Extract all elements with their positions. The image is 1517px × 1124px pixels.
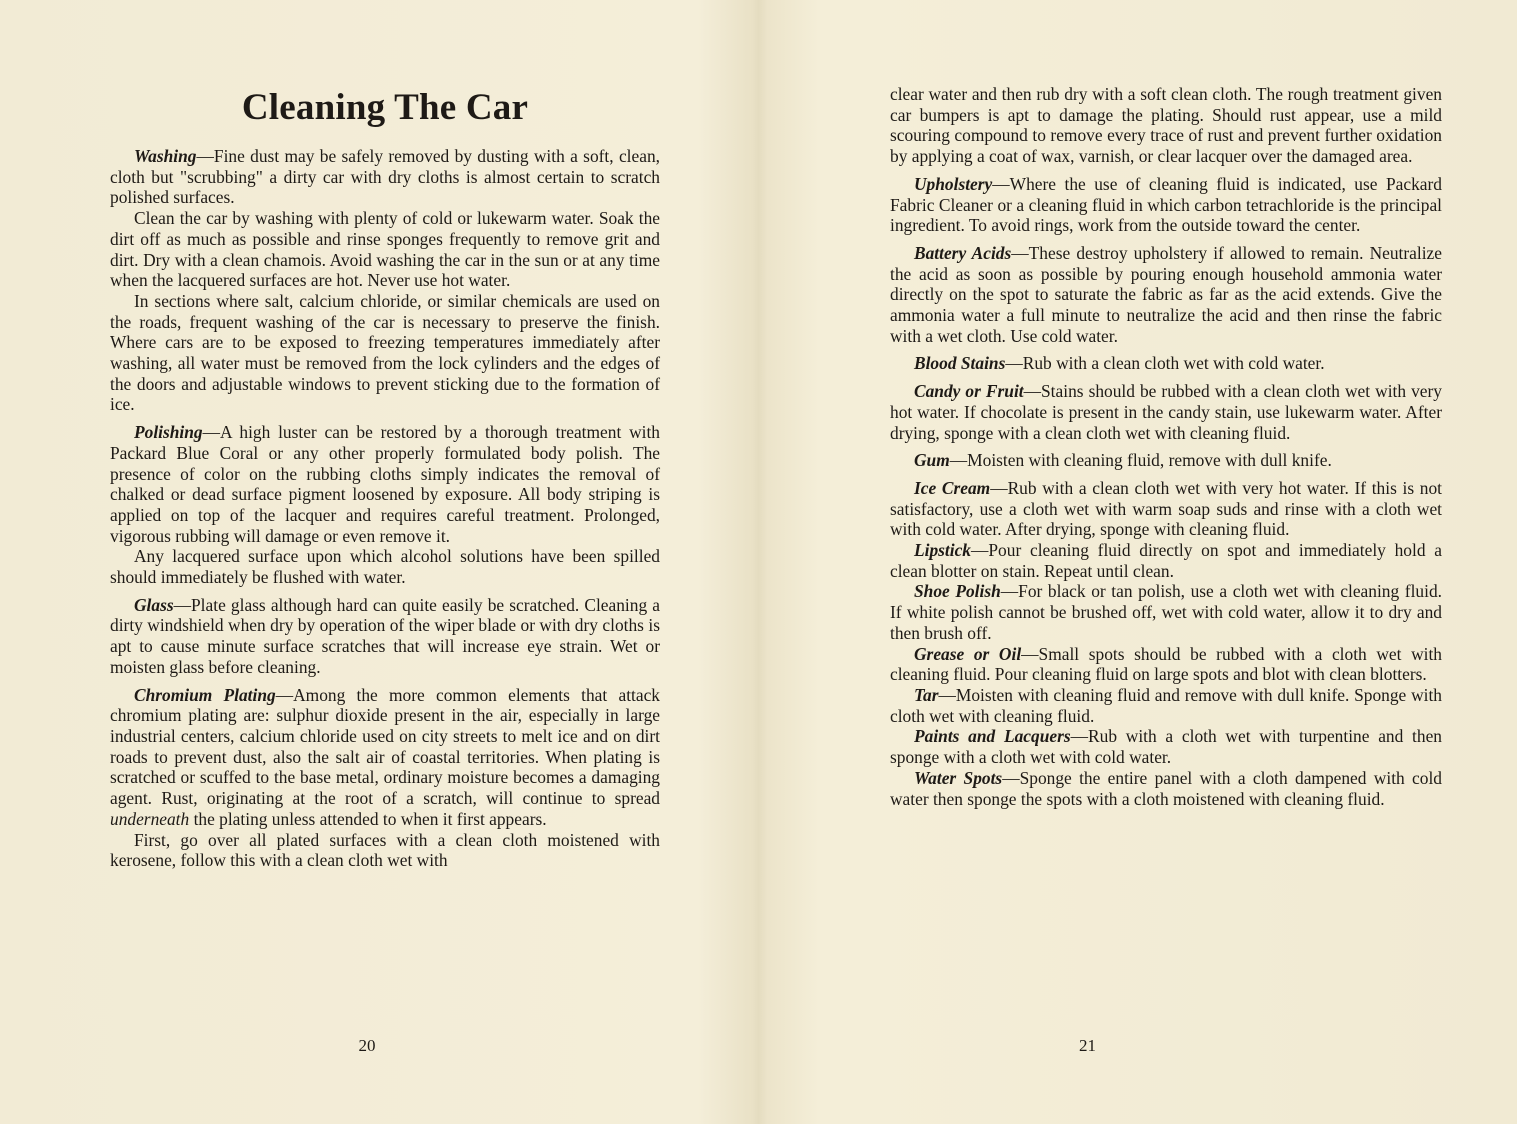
heading-gum: Gum bbox=[914, 450, 950, 471]
heading-battery-acids: Battery Acids bbox=[914, 242, 1012, 263]
paragraph-blood-stains bbox=[890, 353, 1442, 374]
chromium-text-b: the plating unless attended to when it first appears. bbox=[189, 808, 547, 829]
page-number-right: 21 bbox=[1079, 1036, 1096, 1055]
paragraph-polishing-2: Any lacquered surface upon which alcohol solutions have been spilled should immediately be flushed with water. bbox=[110, 546, 660, 588]
paragraph-washing-2: Clean the car by washing with plenty of cold or lukewarm water. Soak the dirt off as much as possible and rinse sponges frequently to remove grit and dirt. Dry with a clean chamois. Avoid washing the car in the sun or at any time when the lacquered surfaces are hot. Never use hot water. bbox=[110, 208, 660, 291]
water-spots-text: —Sponge the entire panel with a cloth dampened with cold water then sponge the spots with a cloth moistened with cleaning fluid. bbox=[890, 767, 1442, 809]
paragraph-chromium-2: First, go over all plated surfaces with a clean cloth moistened with kerosene, follow this with a clean cloth wet with bbox=[110, 829, 660, 871]
heading-candy-fruit: Candy or Fruit bbox=[914, 381, 1024, 402]
lipstick-text: —Pour cleaning fluid directly on spot and immediately hold a clean blotter on stain. Repeat until clean. bbox=[890, 540, 1442, 581]
upholstery-text: —Where the use of cleaning fluid is indicated, use Packard Fabric Cleaner or a cleaning fluid in which carbon tetrachloride is the principal ingredient. To avoid rings, work from the outside toward the center. bbox=[890, 173, 1442, 236]
paragraph-washing-3: In sections where salt, calcium chloride, or similar chemicals are used on the roads, frequent washing of the car is necessary to preserve the finish. Where cars are to be exposed to freezing temperatures immediately after washing, all water must be removed from the lock cylinders and the edges of the doors and adjustable windows to prevent sticking due to the formation of ice. bbox=[110, 290, 660, 415]
paragraph-polishing bbox=[110, 422, 660, 546]
heading-water-spots: Water Spots bbox=[914, 767, 1003, 788]
page-number-left: 20 bbox=[358, 1036, 376, 1055]
heading-lipstick: Lipstick bbox=[914, 540, 971, 561]
heading-paints-lacquers: Paints and Lacquers bbox=[914, 726, 1071, 747]
right-page bbox=[758, 0, 1517, 1124]
paragraph-candy-fruit bbox=[890, 381, 1442, 443]
tar-text: —Moisten with cleaning fluid and remove with dull knife. Sponge with cloth wet with cleaning fluid. bbox=[890, 684, 1442, 726]
chromium-text-a: —Among the more common elements that attack chromium plating are: sulphur dioxide present in the air, especially in large industrial centers, calcium chloride used on city streets to melt ice and on dirt roads to prevent dust, also the salt air of coastal territories. When plating is scratched or scuffed to the base metal, ordinary moisture becomes a damaging agent. Rust, originating at the root of a scratch, will continue to spread bbox=[110, 684, 660, 809]
paragraph-tar bbox=[890, 685, 1442, 726]
paragraph-upholstery bbox=[890, 174, 1442, 236]
heading-tar: Tar bbox=[914, 684, 939, 705]
paints-lacquers-text: —Rub with a cloth wet with turpentine and then sponge with a cloth wet with cold water. bbox=[890, 726, 1442, 768]
paragraph-chromium bbox=[110, 685, 660, 830]
heading-chromium: Chromium Plating bbox=[134, 684, 276, 705]
paragraph-grease-oil bbox=[890, 644, 1442, 685]
blood-stains-text: —Rub with a clean cloth wet with cold water. bbox=[1005, 353, 1325, 374]
left-column bbox=[110, 146, 660, 871]
heading-grease-oil: Grease or Oil bbox=[914, 643, 1022, 664]
paragraph-glass bbox=[110, 595, 660, 678]
paragraph-paints-lacquers bbox=[890, 726, 1442, 767]
polishing-text: —A high luster can be restored by a thorough treatment with Packard Blue Coral or any other properly formulated body polish. The presence of color on the rubbing cloths simply indicates the removal of chalked or dead surface pigment loosened by exposure. All body striping is applied on top of the lacquer and requires careful treatment. Prolonged, vigorous rubbing will damage or even remove it. bbox=[110, 422, 660, 546]
candy-fruit-text: —Stains should be rubbed with a clean cloth wet with very hot water. If chocolate is present in the candy stain, use lukewarm water. After drying, sponge with a clean cloth wet with cleaning fluid. bbox=[890, 381, 1442, 443]
heading-polishing: Polishing bbox=[134, 422, 203, 443]
heading-ice-cream: Ice Cream bbox=[914, 477, 991, 498]
left-page bbox=[0, 0, 758, 1124]
glass-text: —Plate glass although hard can quite easily be scratched. Cleaning a dirty windshield when dry by operation of the wiper blade or with dry cloths is apt to cause minute surface scratches that will increase eye strain. Wet or moisten glass before cleaning. bbox=[110, 594, 660, 677]
ice-cream-text: —Rub with a clean cloth wet with very hot water. If this is not satisfactory, use a cloth wet with warm soap suds and rinse with a cloth wet with cold water. After drying, sponge with cleaning fluid. bbox=[890, 477, 1442, 540]
paragraph-ice-cream bbox=[890, 478, 1442, 540]
heading-blood-stains: Blood Stains bbox=[914, 353, 1006, 374]
right-column bbox=[890, 84, 1442, 809]
battery-acids-text: —These destroy upholstery if allowed to remain. Neutralize the acid as soon as possible by pouring enough household ammonia water directly on the spot to saturate the fabric as far as the acid extends. Give the ammonia water a full minute to neutralize the acid and then rinse the fabric with a wet cloth. Use cold water. bbox=[890, 242, 1442, 346]
grease-oil-text: —Small spots should be rubbed with a cloth wet with cleaning fluid. Pour cleaning fluid on large spots and blot with clean blotters. bbox=[890, 643, 1442, 685]
paragraph-chromium-3: clear water and then rub dry with a soft clean cloth. The rough treatment given car bumpers is apt to damage the plating. Should rust appear, use a mild scouring compound to remove every trace of rust and prevent further oxidation by applying a coat of wax, varnish, or clear lacquer over the damaged area. bbox=[890, 84, 1442, 167]
gum-text: —Moisten with cleaning fluid, remove with dull knife. bbox=[949, 450, 1332, 471]
paragraph-battery-acids bbox=[890, 243, 1442, 347]
heading-shoe-polish: Shoe Polish bbox=[914, 581, 1001, 602]
shoe-polish-text: —For black or tan polish, use a cloth wet with cleaning fluid. If white polish cannot be brushed off, wet with cold water, allow it to dry and then brush off. bbox=[890, 581, 1442, 643]
paragraph-shoe-polish bbox=[890, 581, 1442, 643]
heading-upholstery: Upholstery bbox=[914, 173, 993, 194]
page-title: Cleaning The Car bbox=[241, 87, 529, 128]
paragraph-gum bbox=[890, 450, 1442, 471]
washing-text: —Fine dust may be safely removed by dusting with a soft, clean, cloth but "scrubbing" a dirty car with dry cloths is almost certain to scratch polished surfaces. bbox=[110, 146, 660, 208]
paragraph-lipstick bbox=[890, 540, 1442, 581]
chromium-emphasis: underneath bbox=[110, 808, 190, 829]
paragraph-washing bbox=[110, 146, 660, 208]
heading-washing: Washing bbox=[134, 146, 197, 166]
heading-glass: Glass bbox=[134, 594, 174, 615]
paragraph-water-spots bbox=[890, 768, 1442, 809]
